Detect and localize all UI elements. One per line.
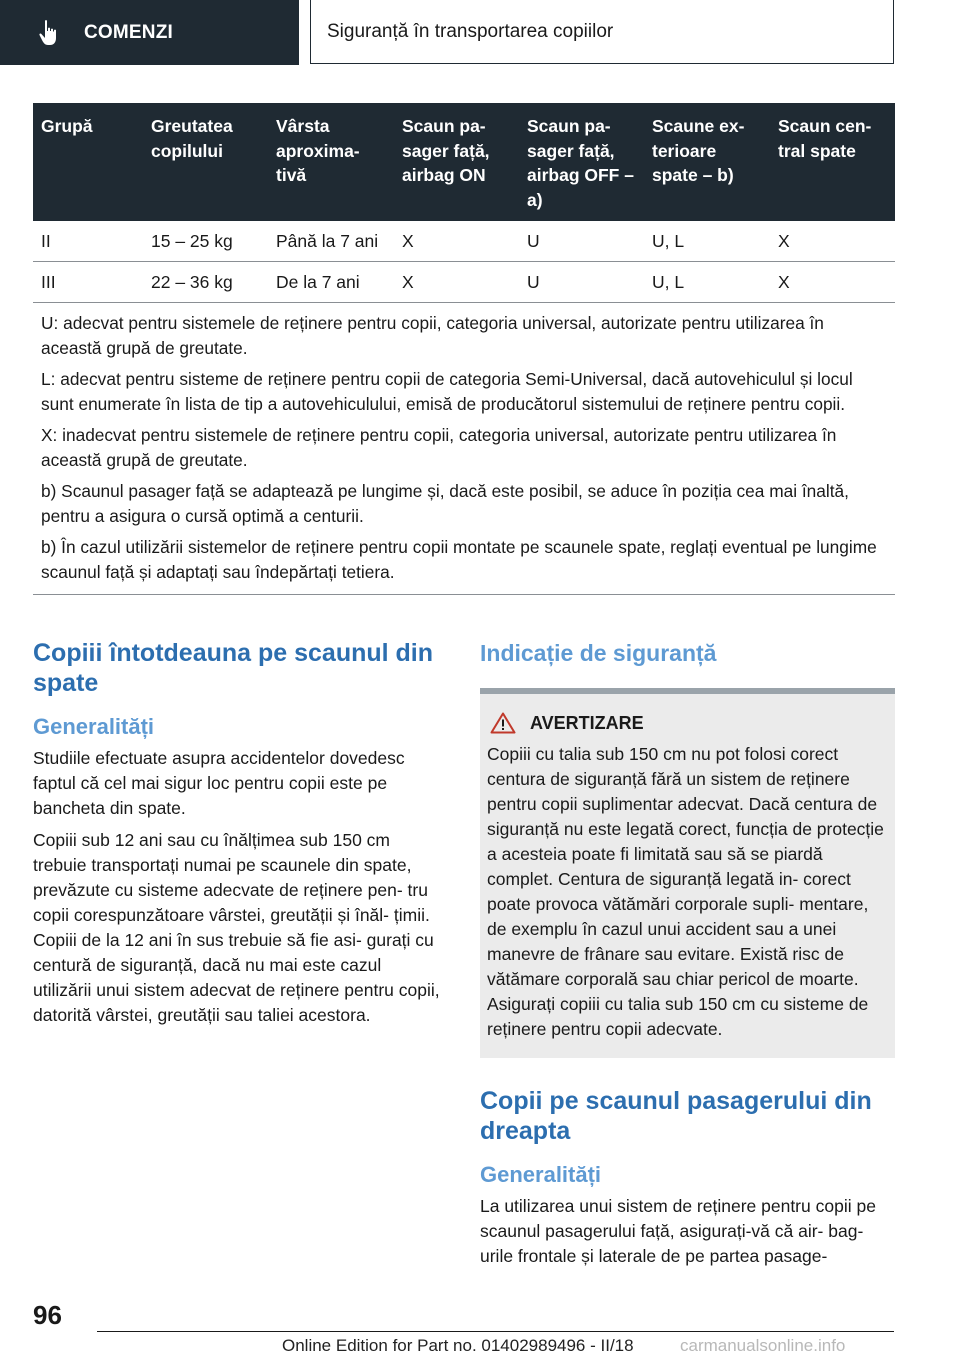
footer-divider <box>97 1331 894 1332</box>
section-tab[interactable] <box>0 0 299 65</box>
left-column <box>33 638 443 1035</box>
table-cell: Până la 7 ani <box>268 221 394 262</box>
table-row <box>33 262 895 303</box>
warning-header <box>490 712 887 734</box>
subsection-heading: Generalități <box>33 714 155 739</box>
table-cell: X <box>394 262 519 303</box>
watermark: carmanualsonline.info <box>680 1336 846 1355</box>
table-cell: X <box>770 262 895 303</box>
warning-triangle-icon <box>490 712 516 734</box>
page-section-title: Siguranță în transportarea copiilor <box>310 0 894 64</box>
table-cell: U, L <box>644 262 770 303</box>
safety-heading: Indicație de siguranță <box>480 640 717 666</box>
table-notes-row <box>33 303 895 595</box>
hand-pointer-icon <box>38 19 66 47</box>
table-note: X: inadecvat pentru sistemele de reținere pentru copii, categoria universal, autorizate pentru utilizarea în această grupă de greutate. <box>41 425 837 470</box>
table-header: Scaun cen- tral spate <box>770 103 895 221</box>
table-header: Scaune ex- terioare spate – b) <box>644 103 770 221</box>
table-header: Scaun pa- sager față, airbag ON <box>394 103 519 221</box>
warning-label: AVERTIZARE <box>530 712 644 733</box>
table-cell: U <box>519 221 644 262</box>
table-row <box>33 221 895 262</box>
table-cell: III <box>33 262 143 303</box>
warning-box <box>480 688 895 1058</box>
body-paragraph: Copiii sub 12 ani sau cu înălțimea sub 150 cm trebuie transportați numai pe scaunele din spate, prevăzute cu sisteme adecvate de reținere pen- tru copii corespunzătoare vârstei, greutății și înăl- țimii. Copiii de la 12 ani în sus trebuie să fie asi- gurați cu centură de siguranță, dacă nu mai este cazul utilizării unui sistem adecvat de reținere pentru copii, datorită vârstei, greutății sau taliei acestora. <box>33 830 440 1025</box>
body-paragraph: Studiile efectuate asupra accidentelor dovedesc faptul că cel mai sigur loc pentru copii este pe bancheta din spate. <box>33 748 405 818</box>
section-heading: Copii pe scaunul pasagerului din dreapta <box>480 1087 872 1145</box>
table-note: b) Scaunul pasager față se adaptează pe lungime și, dacă este posibil, se aduce în poziția cea mai înaltă, pentru a asigura o cursă optimă a centurii. <box>41 481 849 526</box>
child-seat-group-table <box>33 103 895 595</box>
table-cell: De la 7 ani <box>268 262 394 303</box>
table-cell: 15 – 25 kg <box>143 221 268 262</box>
footer-edition: Online Edition for Part no. 01402989496 - II/18 <box>282 1336 634 1355</box>
warning-text: Copiii cu talia sub 150 cm nu pot folosi corect centura de siguranță fără un sistem de reținere pentru copii suplimentar adecvat. Dacă centura de siguranță nu este legată corect, funcția de protecție a acesteia poate fi limitată sau să se piardă complet. Centura de siguranță legată in- corect poate provoca vătămări corporale supli- mentare, de exemplu în cazul unui accident sau a unei manevre de frânare sau evitare. Există risc de vătămare corporală sau chiar pericol de moarte. Asigurați copiii cu talia sub 150 cm cu sisteme de reținere pentru copii adecvate. <box>487 744 884 1039</box>
table-cell: U <box>519 262 644 303</box>
table-cell: U, L <box>644 221 770 262</box>
table-note: L: adecvat pentru sisteme de reținere pentru copii de categoria Semi-Universal, dacă autovehiculul și locul sunt enumerate în lista de tip a autovehiculului, emisă de producătorul sistemului de reținere pentru copii. <box>41 369 853 414</box>
page-number: 96 <box>33 1300 62 1330</box>
table-header: Grupă <box>33 103 143 221</box>
table-cell: II <box>33 221 143 262</box>
table-cell: 22 – 36 kg <box>143 262 268 303</box>
right-column <box>480 638 895 1276</box>
section-heading: Copiii întotdeauna pe scaunul din spate <box>33 639 434 697</box>
table-header: Scaun pa- sager față, airbag OFF – a) <box>519 103 644 221</box>
section-tab-label: COMENZI <box>84 21 174 43</box>
table-cell: X <box>394 221 519 262</box>
table-header: Greutatea copilului <box>143 103 268 221</box>
subsection-heading: Generalități <box>480 1162 602 1187</box>
table-note: b) În cazul utilizării sistemelor de reținere pentru copii montate pe scaunele spate, reglați eventual pe lungime scaunul față și adaptați sau îndepărtați tetiera. <box>41 537 877 582</box>
body-paragraph: La utilizarea unui sistem de reținere pentru copii pe scaunul pasagerului față, asigurați-vă că air- bag-urile frontale și laterale de pe partea pasage- <box>480 1196 876 1266</box>
table-notes <box>33 303 895 595</box>
table-cell: X <box>770 221 895 262</box>
table-header: Vârsta aproxima- tivă <box>268 103 394 221</box>
table-header-row <box>33 103 895 221</box>
table-note: U: adecvat pentru sistemele de reținere pentru copii, categoria universal, autorizate pentru utilizarea în această grupă de greutate. <box>41 313 824 358</box>
